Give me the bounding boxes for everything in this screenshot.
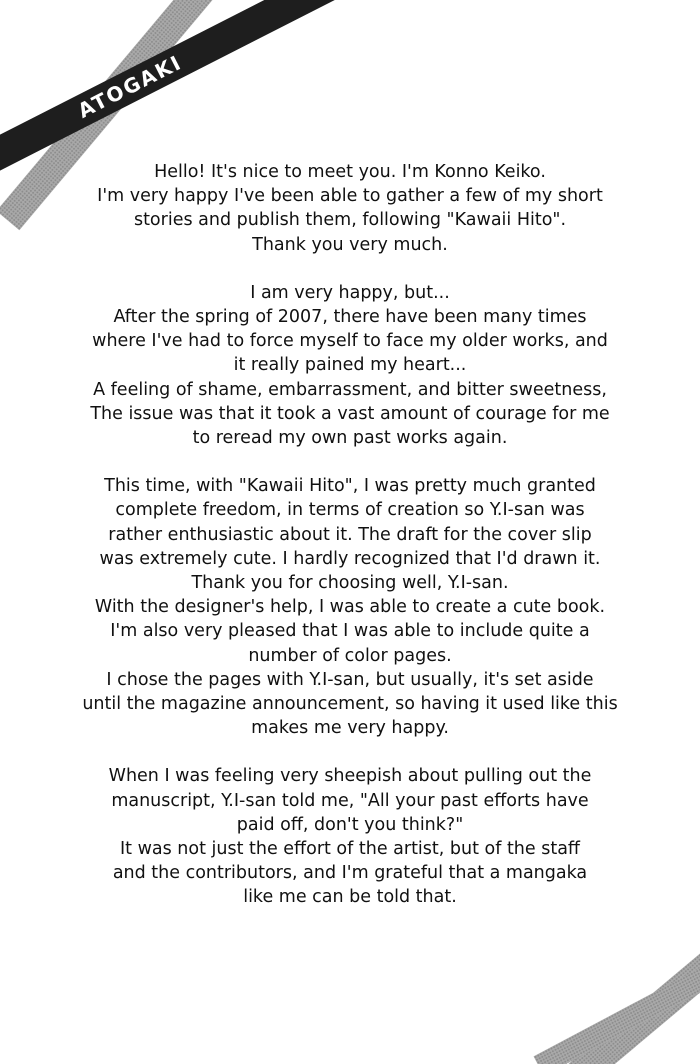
text-line: A feeling of shame, embarrassment, and bitter sweetness, xyxy=(93,379,607,400)
text-line: Hello! It's nice to meet you. I'm Konno Keiko. xyxy=(154,162,546,182)
paragraph xyxy=(40,281,660,450)
text-line: it really pained my heart... xyxy=(233,355,467,376)
text-line: It was not just the effort of the artist, but of the staff xyxy=(119,839,580,860)
paragraph xyxy=(40,160,660,257)
text-line: Thank you for choosing well, Y.I-san. xyxy=(191,573,509,594)
text-line: I chose the pages with Y.I-san, but usually, it's set aside xyxy=(106,669,594,690)
text-line: paid off, don't you think?" xyxy=(236,814,464,835)
text-line: makes me very happy. xyxy=(251,718,449,739)
text-line: The issue was that it took a vast amount of courage for me xyxy=(90,403,610,424)
paragraph xyxy=(40,474,660,740)
text-line: When I was feeling very sheepish about pulling out the xyxy=(108,766,592,787)
text-line: until the magazine announcement, so having it used like this xyxy=(82,694,618,715)
text-line: was extremely cute. I hardly recognized that I'd drawn it. xyxy=(99,548,601,569)
text-line: and the contributors, and I'm grateful that a mangaka xyxy=(112,863,588,884)
text-line: Thank you very much. xyxy=(252,234,448,255)
text-line: This time, with "Kawaii Hito", I was pretty much granted xyxy=(104,476,596,497)
page-title: ATOGAKI xyxy=(73,49,186,123)
text-line: to reread my own past works again. xyxy=(192,428,508,449)
text-line: After the spring of 2007, there have been many times xyxy=(113,307,587,328)
text-line: rather enthusiastic about it. The draft for the cover slip xyxy=(108,524,592,545)
text-line: manuscript, Y.I-san told me, "All your past efforts have xyxy=(111,790,589,811)
text-line: where I've had to force myself to face my older works, and xyxy=(92,331,608,352)
text-line: I am very happy, but... xyxy=(250,282,450,303)
text-line: complete freedom, in terms of creation so Y.I-san was xyxy=(115,500,585,521)
paragraph xyxy=(40,764,660,909)
text-line: like me can be told that. xyxy=(243,887,457,908)
text-line: number of color pages. xyxy=(248,645,452,666)
text-line: With the designer's help, I was able to create a cute book. xyxy=(94,597,606,618)
text-line: I'm very happy I've been able to gather a few of my short xyxy=(97,186,603,207)
text-line: stories and publish them, following "Kawaii Hito". xyxy=(133,210,567,231)
text-line: I'm also very pleased that I was able to include quite a xyxy=(110,621,590,642)
afterword-text xyxy=(40,160,660,934)
